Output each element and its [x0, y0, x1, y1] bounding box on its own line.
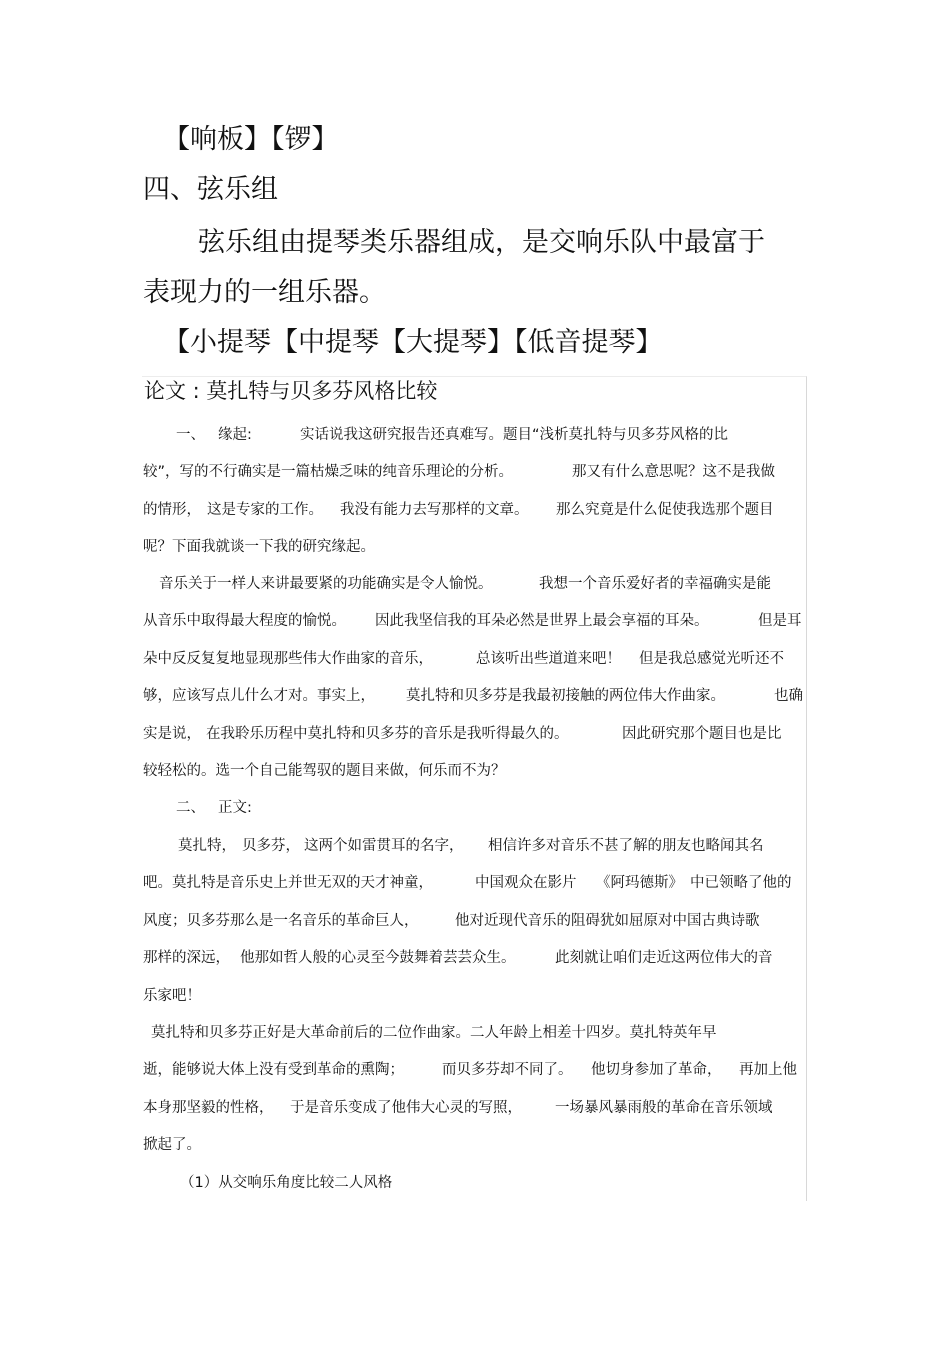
paper-title: 论文 : 莫扎特与贝多芬风格比较 — [144, 379, 438, 403]
paper-line-segment: 实话说我这研究报告还真难写。题目“浅析莫扎特与贝多芬风格的比 — [300, 427, 729, 443]
paper-line-segment: 朵中反反复复地显现那些伟大作曲家的音乐， — [143, 651, 433, 667]
paper-line-segment: 莫扎特， — [178, 838, 236, 854]
paper-line-segment: 我想一个音乐爱好者的幸福确实是能 — [539, 576, 771, 592]
paper-line-segment: 他那如哲人般的心灵至今鼓舞着芸芸众生。 — [240, 950, 516, 966]
paper-line-segment: 二、 — [176, 800, 205, 816]
paper-line-segment: 实是说， — [143, 726, 201, 742]
paper-line-segment: 这是专家的工作。 — [207, 502, 323, 518]
paper-line-segment: 逝，能够说大体上没有受到革命的熏陶； — [143, 1062, 404, 1078]
strings-description-line2: 表现力的一组乐器。 — [143, 277, 386, 308]
paper-line-segment: 《阿玛德斯》 — [596, 875, 683, 891]
paper-line-segment: 但是我总感觉光听还不 — [639, 651, 784, 667]
strings-description-line1: 弦乐组由提琴类乐器组成，是交响乐队中最富于 — [198, 227, 765, 258]
paper-line-segment: 从音乐中取得最大程度的愉悦。 — [143, 613, 346, 629]
header-line-instruments-percussion: 【响板】【锣】 — [163, 124, 339, 155]
paper-line-segment: 掀起了。 — [143, 1137, 201, 1153]
paper-line-segment: 的情形， — [143, 502, 201, 518]
paper-line-segment: 莫扎特和贝多芬是我最初接触的两位伟大作曲家。 — [406, 688, 725, 704]
paper-line-segment: 因此我坚信我的耳朵必然是世界上最会享福的耳朵。 — [375, 613, 709, 629]
paper-line-segment: 这两个如雷贯耳的名字， — [304, 838, 464, 854]
paper-line-segment: 贝多芬， — [242, 838, 300, 854]
paper-line-segment: 于是音乐变成了他伟大心灵的写照， — [290, 1100, 522, 1116]
paper-line-segment: 吧。莫扎特是音乐史上并世无双的天才神童， — [143, 875, 433, 891]
paper-line-segment: 中国观众在影片 — [475, 875, 577, 891]
paper-line-segment: 莫扎特和贝多芬正好是大革命前后的二位作曲家。二人年龄上相差十四岁。莫扎特英年早 — [151, 1025, 717, 1041]
paper-line-segment: 正文: — [218, 800, 252, 816]
paper-line-segment: 本身那坚毅的性格， — [143, 1100, 274, 1116]
paper-line-segment: 在我聆乐历程中莫扎特和贝多芬的音乐是我听得最久的。 — [206, 726, 569, 742]
paper-line-segment: 那么究竟是什么促使我选那个题目 — [556, 502, 774, 518]
paper-line-segment: 呢？下面我就谈一下我的研究缘起。 — [143, 539, 375, 555]
paper-line-segment: 我没有能力去写那样的文章。 — [340, 502, 529, 518]
paper-line-segment: 总该听出些道道来吧！ — [476, 651, 621, 667]
paper-line-segment: 音乐关于一样人来讲最要紧的功能确实是令人愉悦。 — [159, 576, 493, 592]
paper-line-segment: 他切身参加了革命， — [591, 1062, 722, 1078]
paper-line-segment: 也确 — [774, 688, 803, 704]
paper-line-segment: （1）从交响乐角度比较二人风格 — [180, 1175, 393, 1191]
paper-line-segment: 较”，写的不行确实是一篇枯燥乏味的纯音乐理论的分析。 — [143, 464, 514, 480]
paper-line-segment: 那又有什么意思呢？这不是我做 — [572, 464, 775, 480]
paper-line-segment: 因此研究那个题目也是比 — [622, 726, 782, 742]
paper-line-segment: 一、 — [176, 427, 205, 443]
paper-line-segment: 中已领略了他的 — [690, 875, 792, 891]
paper-line-segment: 但是耳 — [758, 613, 802, 629]
paper-line-segment: 乐家吧！ — [143, 988, 201, 1004]
paper-line-segment: 此刻就让咱们走近这两位伟大的音 — [555, 950, 773, 966]
paper-line-segment: 够，应该写点儿什么才对。事实上， — [143, 688, 375, 704]
paper-line-segment: 缘起: — [218, 427, 252, 443]
paper-line-segment: 较轻松的。选一个自己能驾驭的题目来做，何乐而不为？ — [143, 763, 506, 779]
section-heading-strings: 四、弦乐组 — [143, 174, 278, 205]
paper-line-segment: 一场暴风暴雨般的革命在音乐领域 — [555, 1100, 773, 1116]
paper-line-segment: 风度；贝多芬那么是一名音乐的革命巨人， — [143, 913, 419, 929]
paper-line-segment: 那样的深远， — [143, 950, 230, 966]
paper-line-segment: 他对近现代音乐的阻碍犹如屈原对中国古典诗歌 — [455, 913, 760, 929]
paper-line-segment: 相信许多对音乐不甚了解的朋友也略闻其名 — [488, 838, 764, 854]
paper-line-segment: 而贝多芬却不同了。 — [442, 1062, 573, 1078]
paper-line-segment: 再加上他 — [739, 1062, 797, 1078]
strings-instrument-list: 【小提琴【中提琴【大提琴】【低音提琴】 — [163, 327, 663, 358]
